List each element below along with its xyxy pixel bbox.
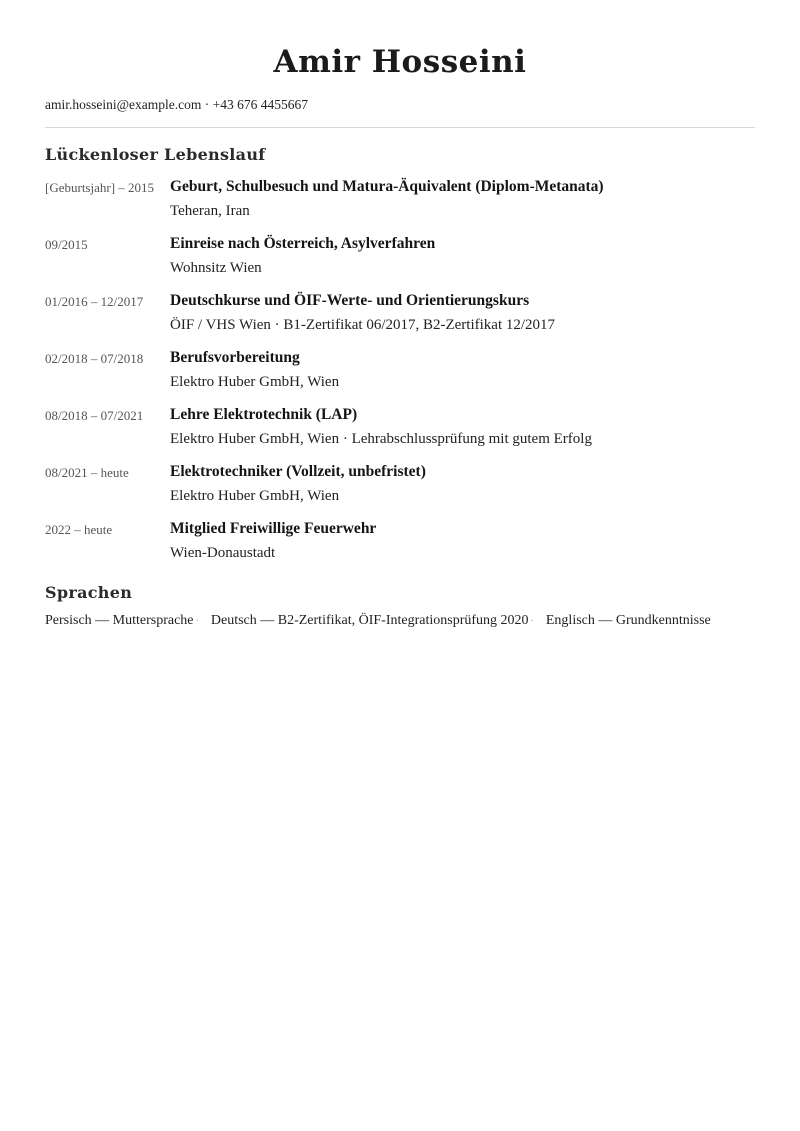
entry-body xyxy=(170,234,755,278)
entry-detail: Wien-Donaustadt xyxy=(170,545,276,561)
header-divider xyxy=(45,127,755,128)
languages-section-title: Sprachen xyxy=(45,583,133,602)
entry-date: 2022 – heute xyxy=(45,522,113,537)
person-name: Amir Hosseini xyxy=(273,44,527,80)
entry-date: [Geburtsjahr] – 2015 xyxy=(45,180,155,195)
entry-title: Deutschkurse und ÖIF-Werte- und Orientierungskurs xyxy=(170,292,530,309)
entry-body xyxy=(170,348,755,392)
timeline xyxy=(45,177,755,563)
language-separator: · xyxy=(530,616,534,627)
entry-title: Lehre Elektrotechnik (LAP) xyxy=(170,406,358,423)
timeline-entry xyxy=(45,348,755,392)
language-separator: · xyxy=(195,616,199,627)
entry-title: Geburt, Schulbesuch und Matura-Äquivalent (Diplom-Metanata) xyxy=(170,178,604,195)
entry-body xyxy=(170,405,755,449)
timeline-entry xyxy=(45,234,755,278)
timeline-entry xyxy=(45,405,755,449)
timeline-entry xyxy=(45,291,755,335)
language-item: Englisch — Grundkenntnisse xyxy=(545,613,711,628)
language-item: Deutsch — B2-Zertifikat, ÖIF-Integrationsprüfung 2020 xyxy=(210,613,529,628)
languages-list xyxy=(45,612,755,631)
contact-line: amir.hosseini@example.com · +43 676 4455667 xyxy=(45,97,309,112)
entry-title: Mitglied Freiwillige Feuerwehr xyxy=(170,520,377,537)
entry-body xyxy=(170,291,755,335)
entry-body xyxy=(170,177,755,221)
entry-date: 01/2016 – 12/2017 xyxy=(45,294,144,309)
entry-date: 09/2015 xyxy=(45,237,88,252)
entry-detail: Elektro Huber GmbH, Wien xyxy=(170,488,340,504)
entry-date: 08/2018 – 07/2021 xyxy=(45,408,144,423)
entry-detail: Elektro Huber GmbH, Wien xyxy=(170,374,340,390)
entry-detail: Elektro Huber GmbH, Wien · Lehrabschlussprüfung mit gutem Erfolg xyxy=(170,431,592,447)
entry-detail: Wohnsitz Wien xyxy=(170,260,262,276)
entry-title: Elektrotechniker (Vollzeit, unbefristet) xyxy=(170,463,426,480)
timeline-entry xyxy=(45,177,755,221)
entry-date: 08/2021 – heute xyxy=(45,465,129,480)
entry-title: Berufsvorbereitung xyxy=(170,349,300,366)
entry-detail: ÖIF / VHS Wien · B1-Zertifikat 06/2017, B2-Zertifikat 12/2017 xyxy=(170,317,556,333)
entry-body xyxy=(170,462,755,506)
entry-detail: Teheran, Iran xyxy=(170,203,250,219)
language-item: Persisch — Muttersprache xyxy=(45,613,194,628)
timeline-entry xyxy=(45,462,755,506)
cv-section-title: Lückenloser Lebenslauf xyxy=(45,145,266,164)
timeline-entry xyxy=(45,519,755,563)
entry-date: 02/2018 – 07/2018 xyxy=(45,351,144,366)
entry-body xyxy=(170,519,755,563)
entry-title: Einreise nach Österreich, Asylverfahren xyxy=(170,235,436,252)
